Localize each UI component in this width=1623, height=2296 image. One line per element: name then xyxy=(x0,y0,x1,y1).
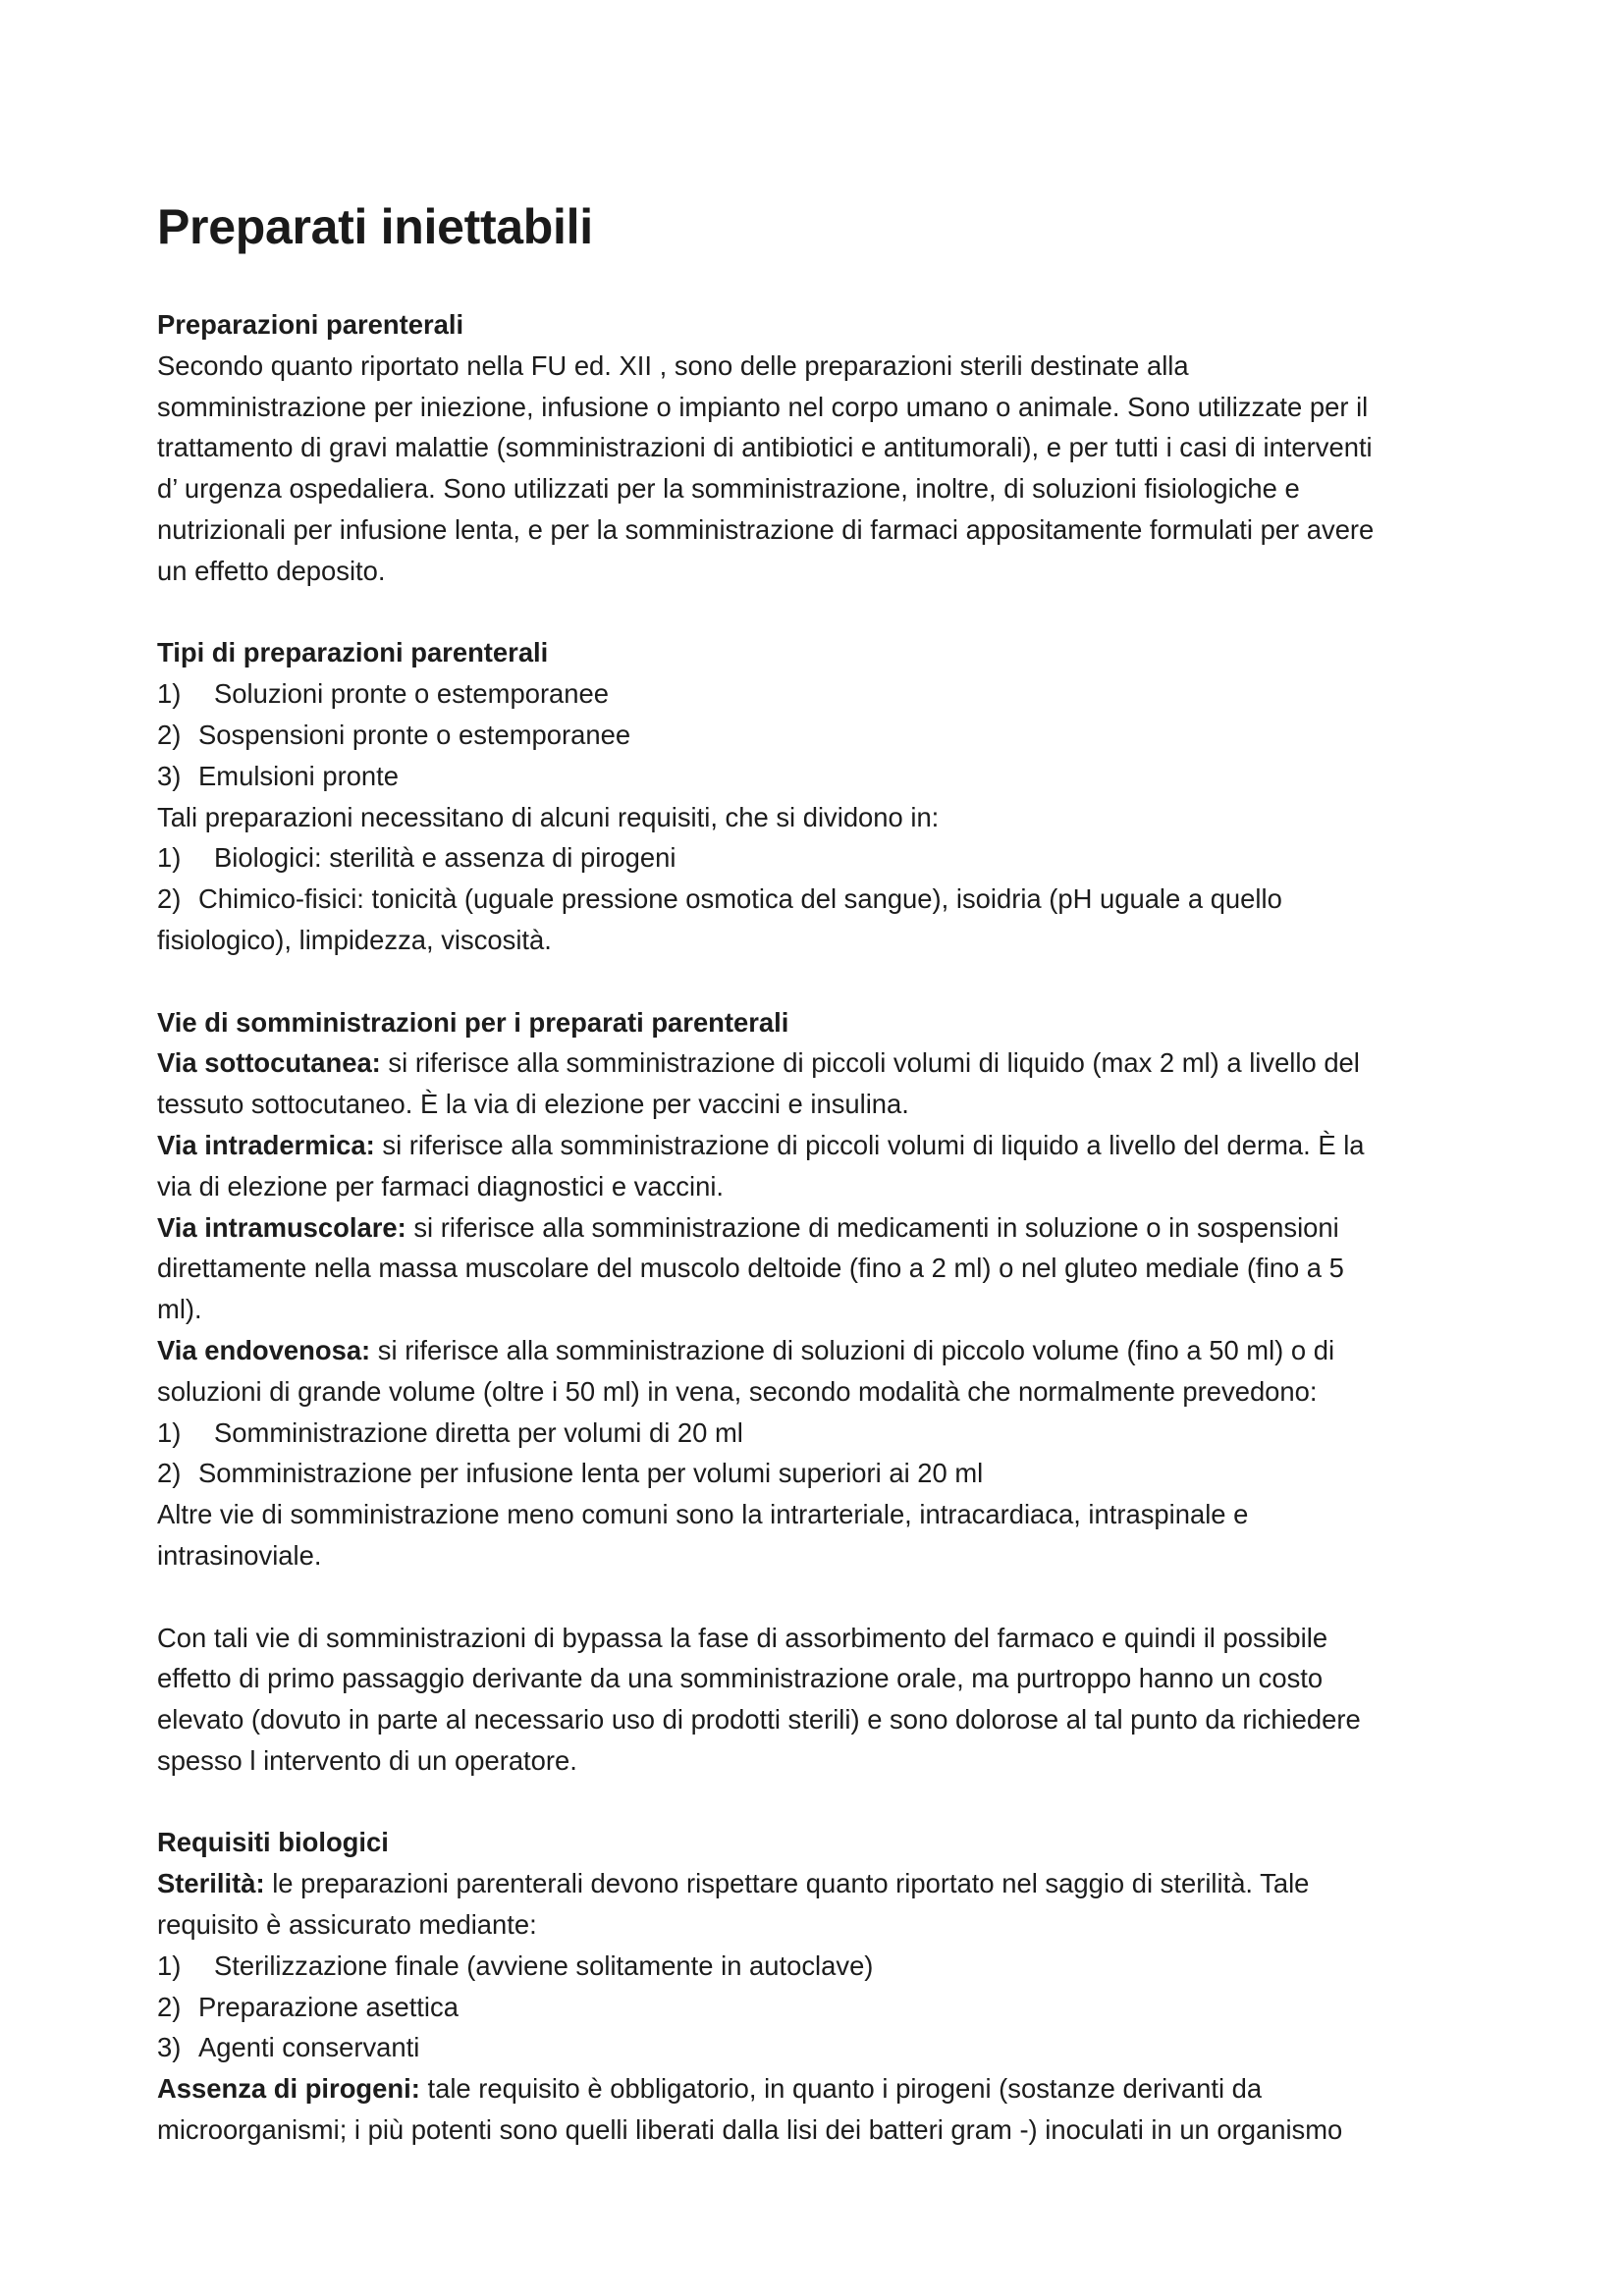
text-line: Via endovenosa: si riferisce alla somministrazione di soluzioni di piccolo volume (fino a 50 ml) o di xyxy=(157,1334,1335,1365)
section-heading: Tipi di preparazioni parenterali xyxy=(157,637,549,668)
term-label: Assenza di pirogeni: xyxy=(157,2073,420,2105)
section-heading: Preparazioni parenterali xyxy=(157,309,464,340)
section-heading: Requisiti biologici xyxy=(157,1827,389,1858)
text-line: tessuto sottocutaneo. È la via di elezione per vaccini e insulina. xyxy=(157,1089,909,1120)
list-item: 3) Emulsioni pronte xyxy=(157,760,400,791)
text-line: spesso l intervento di un operatore. xyxy=(157,1744,577,1776)
text-line: un effetto deposito. xyxy=(157,555,386,586)
text-line: intrasinoviale. xyxy=(157,1539,322,1571)
list-item: 2) Somministrazione per infusione lenta per volumi superiori ai 20 ml xyxy=(157,1458,984,1489)
text-line: soluzioni di grande volume (oltre i 50 ml) in vena, secondo modalità che normalmente prevedono: xyxy=(157,1375,1318,1407)
text-line: Secondo quanto riportato nella FU ed. XII , sono delle preparazioni sterili destinate alla xyxy=(157,349,1189,381)
text-line: Con tali vie di somministrazioni di bypassa la fase di assorbimento del farmaco e quindi il possibile xyxy=(157,1622,1328,1653)
term-label: Via sottocutanea: xyxy=(157,1047,381,1079)
list-item: 3) Agenti conservanti xyxy=(157,2032,420,2063)
text-line: Via intramuscolare: si riferisce alla somministrazione di medicamenti in soluzione o in sospensioni xyxy=(157,1211,1339,1243)
term-label: Via intramuscolare: xyxy=(157,1211,406,1243)
text-line: ml). xyxy=(157,1294,202,1325)
text-line: direttamente nella massa muscolare del muscolo deltoide (fino a 2 ml) o nel gluteo mediale (fino a 5 xyxy=(157,1253,1344,1284)
text-line: microorganismi; i più potenti sono quelli liberati dalla lisi dei batteri gram -) inoculati in un organismo xyxy=(157,2114,1343,2146)
text-line: fisiologico), limpidezza, viscosità. xyxy=(157,924,552,955)
list-item: 2) Preparazione asettica xyxy=(157,1991,459,2022)
text-line: Sterilità: le preparazioni parenterali devono rispettare quanto riportato nel saggio di sterilità. Tale xyxy=(157,1868,1310,1899)
section-tipi-preparazioni xyxy=(157,632,1473,960)
text-line: nutrizionali per infusione lenta, e per la somministrazione di farmaci appositamente formulati per avere xyxy=(157,513,1375,545)
page-title: Preparati iniettabili xyxy=(157,199,593,254)
text-line: Assenza di pirogeni: tale requisito è obbligatorio, in quanto i pirogeni (sostanze derivanti da xyxy=(157,2073,1263,2105)
document-body xyxy=(157,304,1473,2151)
section-requisiti-biologici xyxy=(157,1822,1473,2150)
text-line: trattamento di gravi malattie (somministrazioni di antibiotici e antitumorali), e per tutti i casi di interventi xyxy=(157,432,1373,463)
list-item: 2) Chimico-fisici: tonicità (uguale pressione osmotica del sangue), isoidria (pH uguale a quello xyxy=(157,883,1282,915)
list-item: 1) Soluzioni pronte o estemporanee xyxy=(157,678,609,710)
text-line: effetto di primo passaggio derivante da una somministrazione orale, ma purtroppo hanno un costo xyxy=(157,1663,1324,1694)
text-line: Via sottocutanea: si riferisce alla somministrazione di piccoli volumi di liquido (max 2 ml) a livello del xyxy=(157,1047,1360,1079)
section-vie-somministrazione xyxy=(157,1002,1473,1576)
text-line: Tali preparazioni necessitano di alcuni requisiti, che si dividono in: xyxy=(157,801,940,832)
text-line: Altre vie di somministrazione meno comuni sono la intrarteriale, intracardiaca, intraspinale e xyxy=(157,1499,1249,1530)
list-item: 1) Sterilizzazione finale (avviene solitamente in autoclave) xyxy=(157,1949,874,1981)
term-label: Sterilità: xyxy=(157,1868,265,1899)
text-line: requisito è assicurato mediante: xyxy=(157,1909,537,1941)
list-item: 1) Biologici: sterilità e assenza di pirogeni xyxy=(157,842,676,874)
text-line: via di elezione per farmaci diagnostici e vaccini. xyxy=(157,1170,725,1201)
list-item: 2) Sospensioni pronte o estemporanee xyxy=(157,719,631,750)
term-label: Via intradermica: xyxy=(157,1129,375,1160)
text-line: Via intradermica: si riferisce alla somministrazione di piccoli volumi di liquido a livello del derma. È la xyxy=(157,1129,1365,1160)
list-item: 1) Somministrazione diretta per volumi di 20 ml xyxy=(157,1416,743,1448)
text-line: elevato (dovuto in parte al necessario uso di prodotti sterili) e sono dolorose al tal punto da richiedere xyxy=(157,1704,1361,1735)
section-considerazioni xyxy=(157,1618,1473,1782)
text-line: d’ urgenza ospedaliera. Sono utilizzati per la somministrazione, inoltre, di soluzioni fisiologiche e xyxy=(157,473,1300,505)
section-heading: Vie di somministrazioni per i preparati parenterali xyxy=(157,1006,789,1038)
section-preparazioni-parenterali xyxy=(157,304,1473,592)
term-label: Via endovenosa: xyxy=(157,1334,371,1365)
document-page xyxy=(157,192,1473,2151)
text-line: somministrazione per iniezione, infusione o impianto nel corpo umano o animale. Sono utilizzate per il xyxy=(157,391,1369,422)
